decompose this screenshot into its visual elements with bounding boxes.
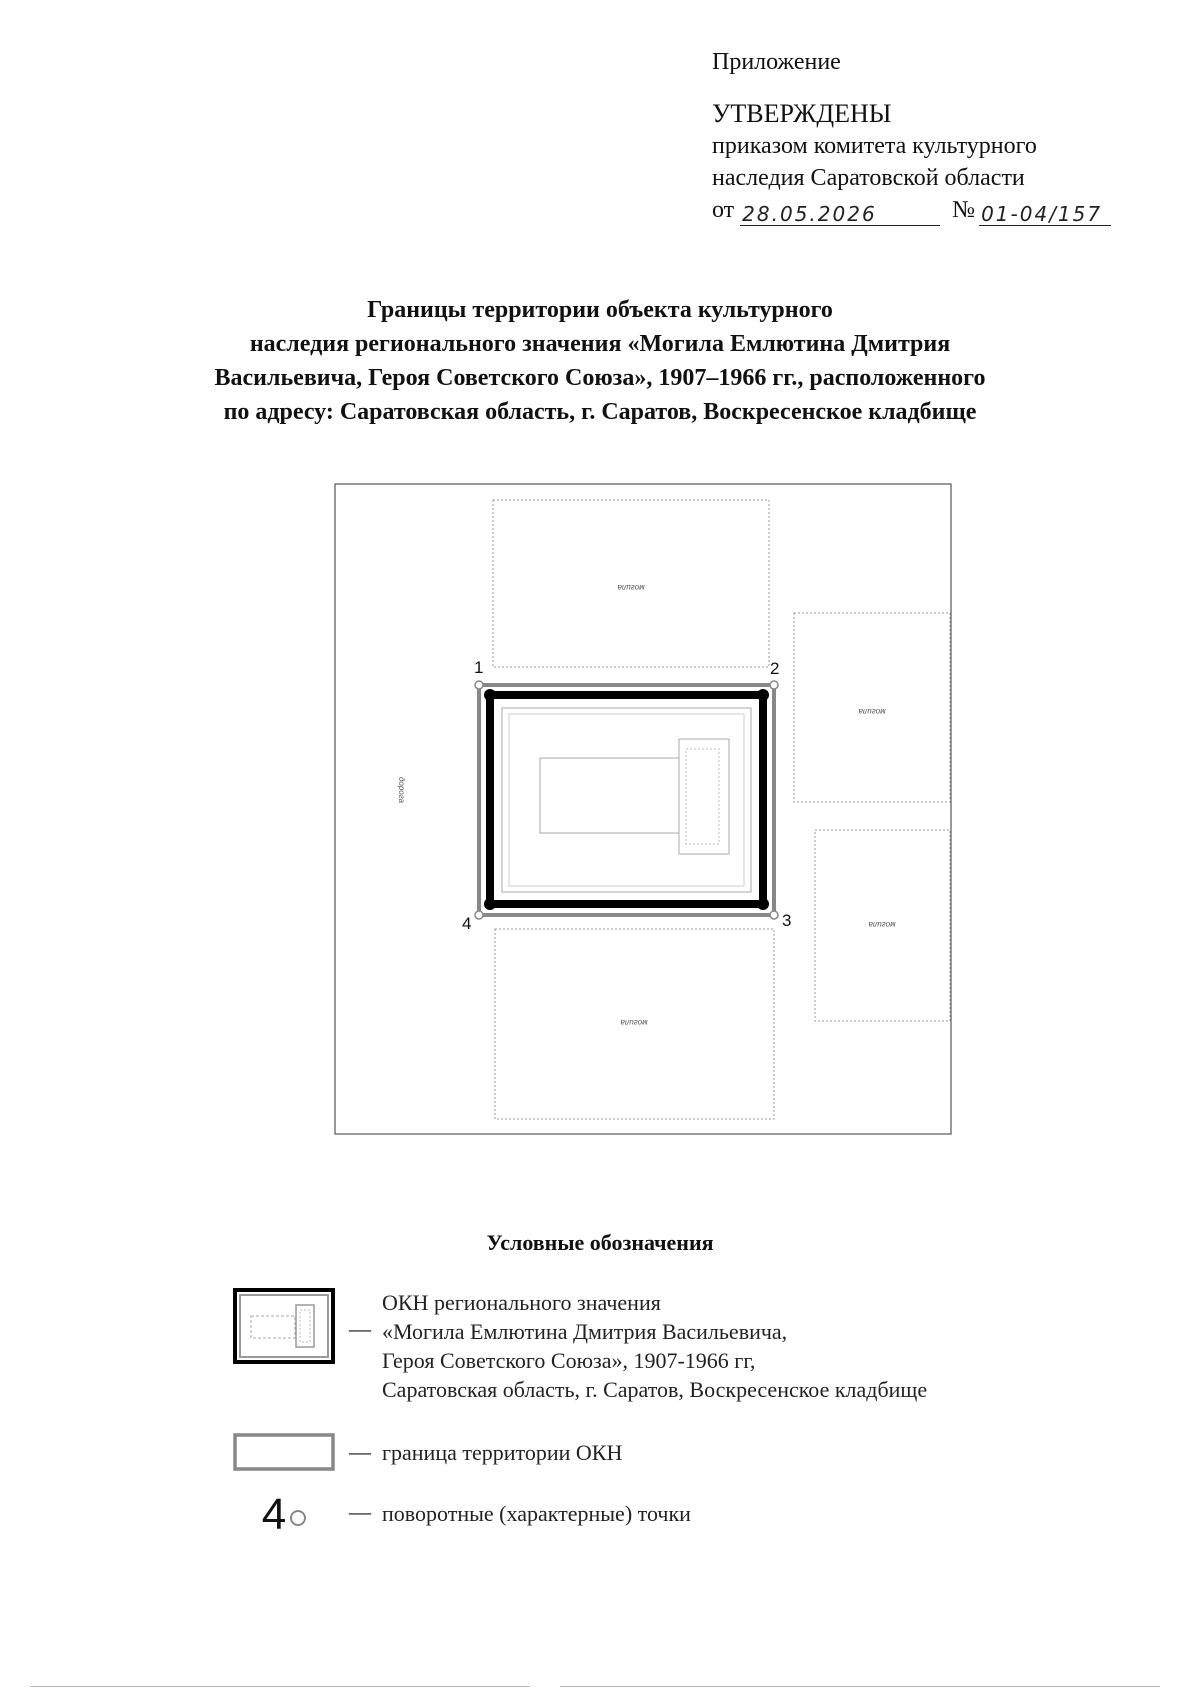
- legend-boundary-icon: [233, 1433, 335, 1471]
- legend-title: Условные обозначения: [486, 1230, 714, 1255]
- approved-label: УТВЕРЖДЕНЫ: [712, 99, 892, 128]
- legend-okn-icon: [233, 1288, 335, 1364]
- approval-block: [712, 46, 1132, 226]
- legend-points-text: поворотные (характерные) точки: [382, 1501, 691, 1526]
- legend-boundary: [230, 1433, 622, 1471]
- grave-right-lower-label: могила: [868, 920, 896, 929]
- grave-slab: [540, 758, 679, 833]
- legend-boundary-text: граница территории ОКН: [382, 1440, 623, 1465]
- legend-okn: [230, 1288, 927, 1404]
- boundary-point-2: [770, 681, 778, 689]
- legend-dash-1: —: [349, 1316, 371, 1341]
- legend-points: [230, 1490, 691, 1539]
- boundary-point-3: [770, 911, 778, 919]
- appendix-label: Приложение: [712, 49, 841, 75]
- road-label: дорога: [397, 776, 406, 804]
- turning-point-icon: [261, 1490, 306, 1539]
- legend-boundary-symbol: [230, 1433, 338, 1471]
- plan-frame: [335, 484, 951, 1134]
- number-value: 01-04/157: [979, 203, 1111, 226]
- object-corner-3: [757, 898, 769, 910]
- legend-okn-line-2: «Могила Емлютина Дмитрия Васильевича,: [382, 1319, 788, 1344]
- order-line-2: наследия Саратовской области: [712, 165, 1025, 191]
- legend-okn-symbol: [230, 1288, 338, 1364]
- inner-fence: [502, 708, 751, 892]
- title-line-2: наследия регионального значения «Могила Емлютина Дмитрия: [249, 331, 951, 357]
- legend-dash-2: —: [349, 1439, 371, 1464]
- legend-okn-line-1: ОКН регионального значения: [382, 1290, 661, 1315]
- point-label-1: 1: [474, 658, 484, 677]
- legend-point-sample: 4: [261, 1490, 287, 1539]
- object-corner-1: [484, 689, 496, 701]
- legend-dash-3: —: [349, 1499, 371, 1524]
- boundary-point-1: [475, 681, 483, 689]
- boundary-plan: [334, 483, 954, 1137]
- scan-edge-left: [30, 1686, 530, 1687]
- object-corner-4: [484, 898, 496, 910]
- date-value: 28.05.2026: [740, 203, 940, 226]
- number-prefix: №: [952, 197, 976, 223]
- object-corner-2: [757, 689, 769, 701]
- date-prefix: от: [712, 197, 735, 223]
- date-number-line: [712, 194, 1132, 226]
- okn-object-outline: [490, 695, 763, 904]
- scan-edge-right: [560, 1686, 1160, 1687]
- legend-okn-line-3: Героя Советского Союза», 1907-1966 гг,: [382, 1348, 756, 1373]
- territory-boundary: [479, 685, 774, 915]
- monument-base: [686, 749, 719, 844]
- grave-top-label: могила: [617, 583, 645, 592]
- order-line-1: приказом комитета культурного: [712, 133, 1037, 159]
- legend-points-symbol: [230, 1490, 338, 1539]
- inner-fence-2: [509, 714, 744, 886]
- point-label-4: 4: [462, 914, 472, 933]
- title-line-4: по адресу: Саратовская область, г. Саратов, Воскресенское кладбище: [223, 399, 977, 425]
- legend-okn-line-4: Саратовская область, г. Саратов, Воскресенское кладбище: [382, 1377, 928, 1402]
- point-label-3: 3: [782, 911, 792, 930]
- legend-okn-text: [382, 1288, 927, 1404]
- boundary-point-4: [475, 911, 483, 919]
- title-line-1: Границы территории объекта культурного: [367, 297, 833, 323]
- grave-right-upper-label: могила: [858, 707, 886, 716]
- title-line-3: Васильевича, Героя Советского Союза», 1907–1966 гг., расположенного: [214, 365, 986, 391]
- grave-bottom-label: могила: [620, 1018, 648, 1027]
- document-title: [100, 293, 1100, 429]
- point-label-2: 2: [770, 659, 780, 678]
